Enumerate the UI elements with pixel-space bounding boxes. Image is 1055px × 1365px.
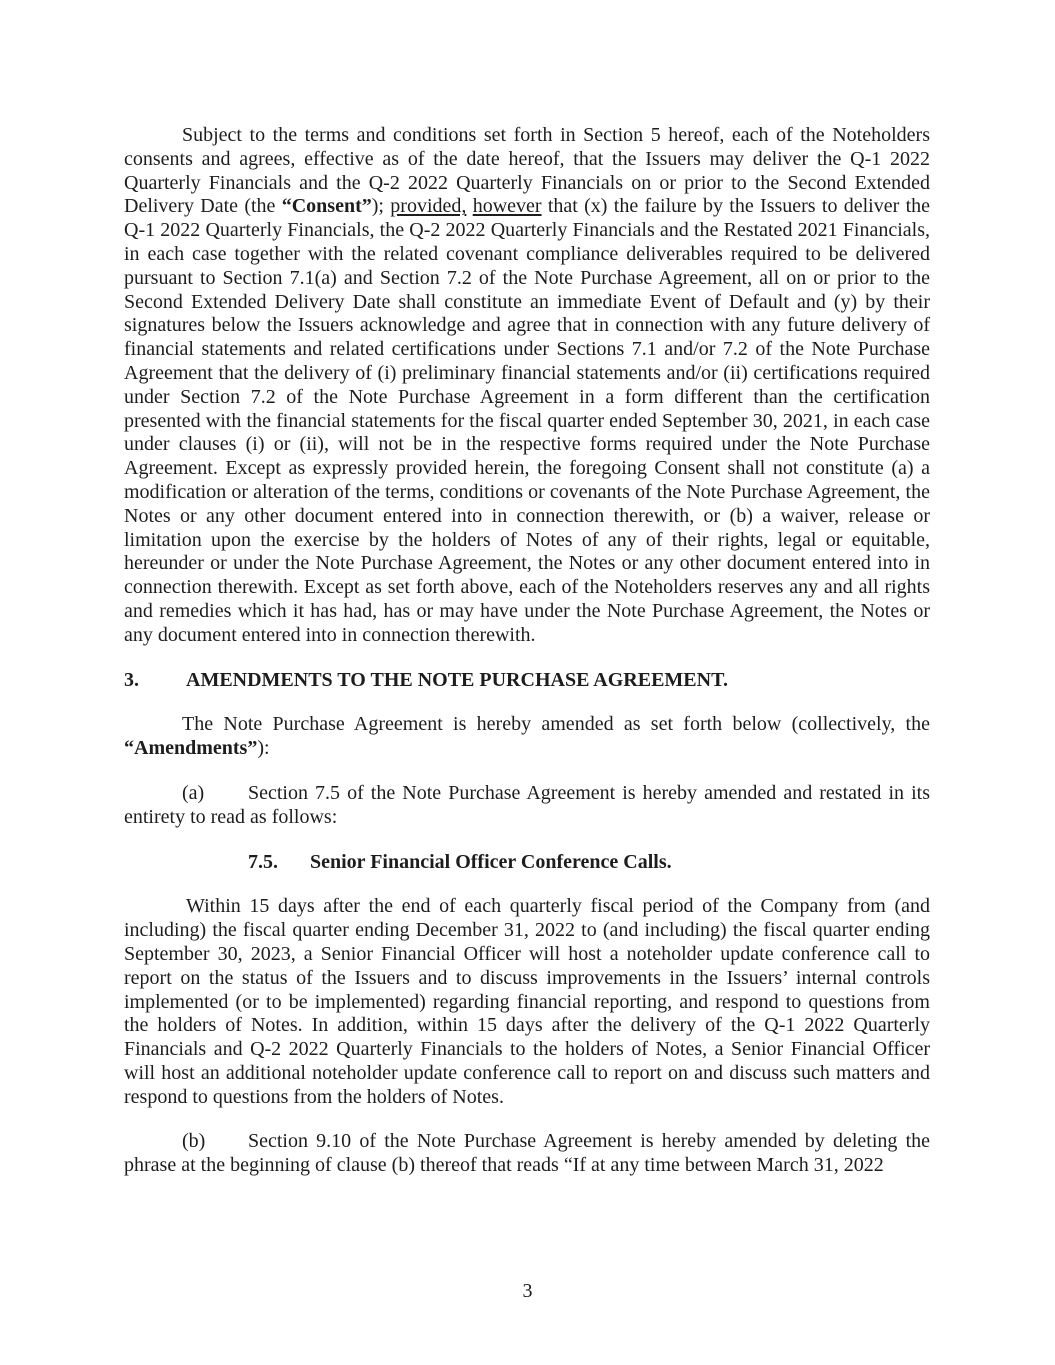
item-b-text: Section 9.10 of the Note Purchase Agreement is hereby amended by deleting the phrase at the beginning of clause (b) thereof that reads “If at any time between March 31, 2022: [124, 1130, 930, 1177]
section-3-heading: [124, 669, 930, 693]
consent-paragraph-part2: );: [371, 195, 391, 218]
consent-paragraph-part1: Subject to the terms and conditions set forth in Section 5 hereof, each of the Noteholders consents and agrees, effective as of the date hereof, that the Issuers may deliver the Q-1 2022 Quarterly Financials and the Q-2 2022 Quarterly Financials on or prior to the Second Extended Delivery Date (the: [124, 124, 930, 218]
section-3-title: AMENDMENTS TO THE NOTE PURCHASE AGREEMENT.: [186, 668, 728, 691]
consent-paragraph: [124, 124, 930, 648]
amendments-paragraph-part2: ):: [257, 737, 270, 760]
section-7-5-title: Senior Financial Officer Conference Calls.: [310, 850, 672, 873]
quoted-section-paragraph: [124, 895, 930, 1109]
page-number: 3: [522, 1280, 533, 1302]
section-7-5-number: 7.5.: [248, 850, 278, 873]
consent-paragraph-part3: that (x) the failure by the Issuers to deliver the Q-1 2022 Quarterly Financials, the Q-2 2022 Quarterly Financials and the Restated 2021 Financials, in each case together with the related covenant compliance deliverables required to be delivered pursuant to Section 7.1(a) and Section 7.2 of the Note Purchase Agreement, all on or prior to the Second Extended Delivery Date shall constitute an immediate Event of Default and (y) by their signatures below the Issuers acknowledge and agree that in connection with any future delivery of financial statements and related certifications under Sections 7.1 and/or 7.2 of the Note Purchase Agreement that the delivery of (i) preliminary financial statements and/or (ii) certifications required under Section 7.2 of the Note Purchase Agreement in a form different than the certification presented with the financial statements for the fiscal quarter ended September 30, 2021, in each case under clauses (i) or (ii), will not be in the respective forms required under the Note Purchase Agreement. Except as expressly provided herein, the foregoing Consent shall not constitute (a) a modification or alteration of the terms, conditions or covenants of the Note Purchase Agreement, the Notes or any other document entered into in connection therewith, or (b) a waiver, release or limitation upon the exercise by the holders of Notes of any of their rights, legal or equitable, hereunder or under the Note Purchase Agreement, the Notes or any other document entered into in connection therewith. Except as set forth above, each of the Noteholders reserves any and all rights and remedies which it has had, has or may have under the Note Purchase Agreement, the Notes or any document entered into in connection therewith.: [124, 195, 931, 646]
amendments-defined-term: “Amendments”: [124, 737, 258, 760]
amendments-paragraph: [124, 713, 930, 761]
consent-defined-term: “Consent”: [281, 195, 372, 218]
item-a-paragraph: [124, 782, 930, 830]
item-b-paragraph: [124, 1130, 930, 1178]
proviso-underline-however: however: [472, 195, 542, 218]
quoted-section-text: Within 15 days after the end of each quarterly fiscal period of the Company from (and including) the fiscal quarter ending December 31, 2022 to (and including) the fiscal quarter ending September 30, 2023, a Senior Financial Officer will host a noteholder update conference call to report on the status of the Issuers and to discuss improvements in the Issuers’ internal controls implemented (or to be implemented) regarding financial reporting, and respond to questions from the holders of Notes. In addition, within 15 days after the delivery of the Q-1 2022 Quarterly Financials and Q-2 2022 Quarterly Financials to the holders of Notes, a Senior Financial Officer will host an additional noteholder update conference call to report on and discuss such matters and respond to questions from the holders of Notes.: [124, 895, 930, 1108]
item-b-label: (b): [182, 1130, 206, 1153]
section-3-number: 3.: [124, 668, 139, 691]
section-7-5-heading: [248, 851, 930, 875]
proviso-underline-provided: provided,: [390, 195, 467, 218]
item-a-text: Section 7.5 of the Note Purchase Agreement is hereby amended and restated in its entirety to read as follows:: [124, 781, 930, 828]
amendments-paragraph-part1: The Note Purchase Agreement is hereby amended as set forth below (collectively, the: [182, 713, 930, 736]
item-a-label: (a): [182, 781, 205, 804]
